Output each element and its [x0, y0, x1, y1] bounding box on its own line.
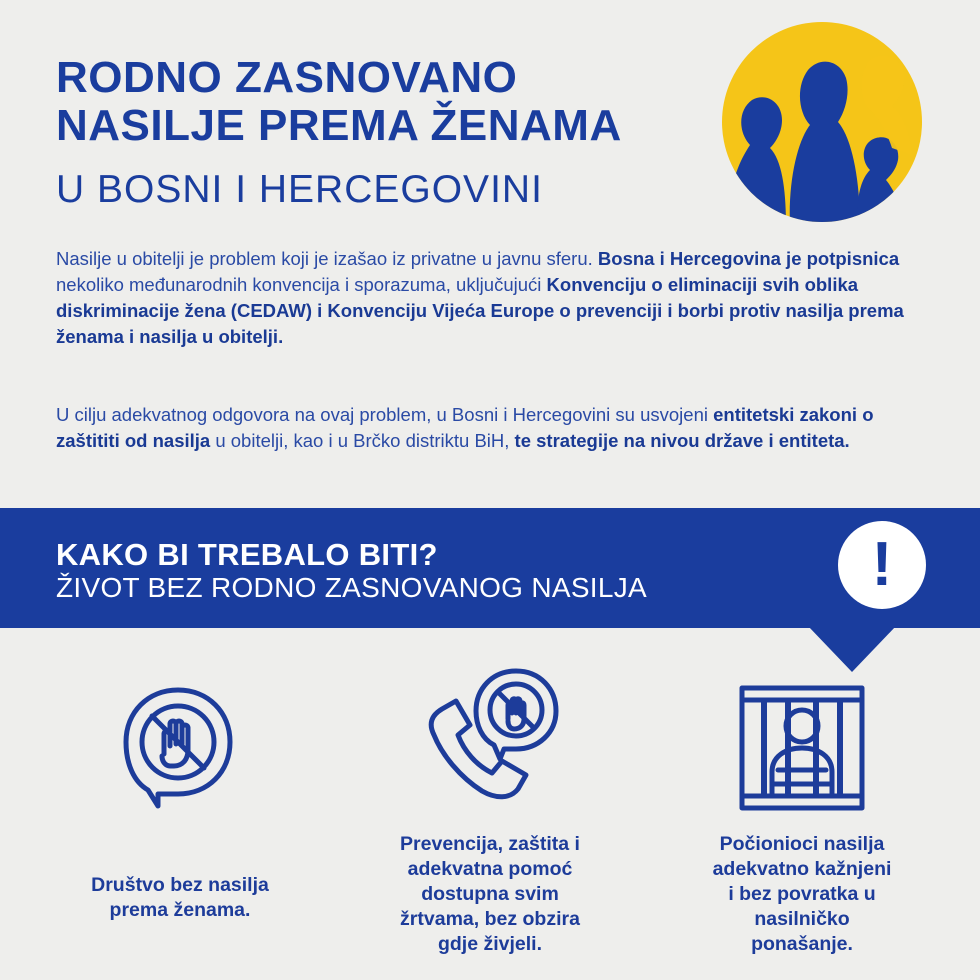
- banner-pointer: [808, 626, 896, 672]
- text-phrase: nekoliko međunarodnih konvencija i sporazuma, uključujući: [56, 274, 547, 295]
- women-silhouettes-icon: [720, 20, 925, 225]
- bold-phrase: Konvenciju o eliminaciji svih oblika diskriminacije žena (CEDAW) i Konvenciju Vijeća Europe o prevenciji i borbi protiv nasilja prema ženama i nasilja u obitelji.: [56, 274, 904, 347]
- helpline-phone-icon: [420, 665, 560, 805]
- title-line-2: NASILJE PREMA ŽENAMA: [56, 101, 622, 150]
- item-caption-prevention: Prevencija, zaštita i adekvatna pomoć dostupna svim žrtvama, bez obzira gdje živjeli.: [400, 833, 580, 955]
- intro-paragraph-2: [56, 402, 922, 454]
- text-phrase: Nasilje u obitelji je problem koji je izašao iz privatne u javnu sferu.: [56, 248, 598, 269]
- prison-bars-icon: [738, 684, 866, 812]
- bold-phrase: te strategije na nivou države i entiteta.: [514, 430, 850, 451]
- text-phrase: U cilju adekvatnog odgovora na ovaj problem, u Bosni i Hercegovini su usvojeni: [56, 404, 714, 425]
- intro-paragraph-1: [56, 246, 922, 350]
- alert-glyph: !: [871, 530, 893, 599]
- banner-title: KAKO BI TREBALO BITI?: [56, 537, 438, 572]
- item-caption-society: Društvo bez nasilja prema ženama.: [91, 874, 269, 921]
- bold-phrase: entitetski zakoni o zaštititi od nasilja: [56, 404, 874, 451]
- bold-phrase: Bosna i Hercegovina je potpisnica: [597, 248, 900, 269]
- page-title: [56, 54, 622, 150]
- page-subtitle: U BOSNI I HERCEGOVINI: [56, 168, 543, 211]
- no-violence-speech-icon: [118, 684, 238, 810]
- item-caption-perpetrators: Počionioci nasilja adekvatno kažnjeni i bez povratka u nasilničko ponašanje.: [712, 833, 892, 955]
- title-line-1: RODNO ZASNOVANO: [56, 53, 518, 102]
- alert-icon: [838, 521, 926, 609]
- banner-subtitle: ŽIVOT BEZ RODNO ZASNOVANOG NASILJA: [56, 572, 648, 603]
- text-phrase: u obitelji, kao i u Brčko distriktu BiH,: [210, 430, 515, 451]
